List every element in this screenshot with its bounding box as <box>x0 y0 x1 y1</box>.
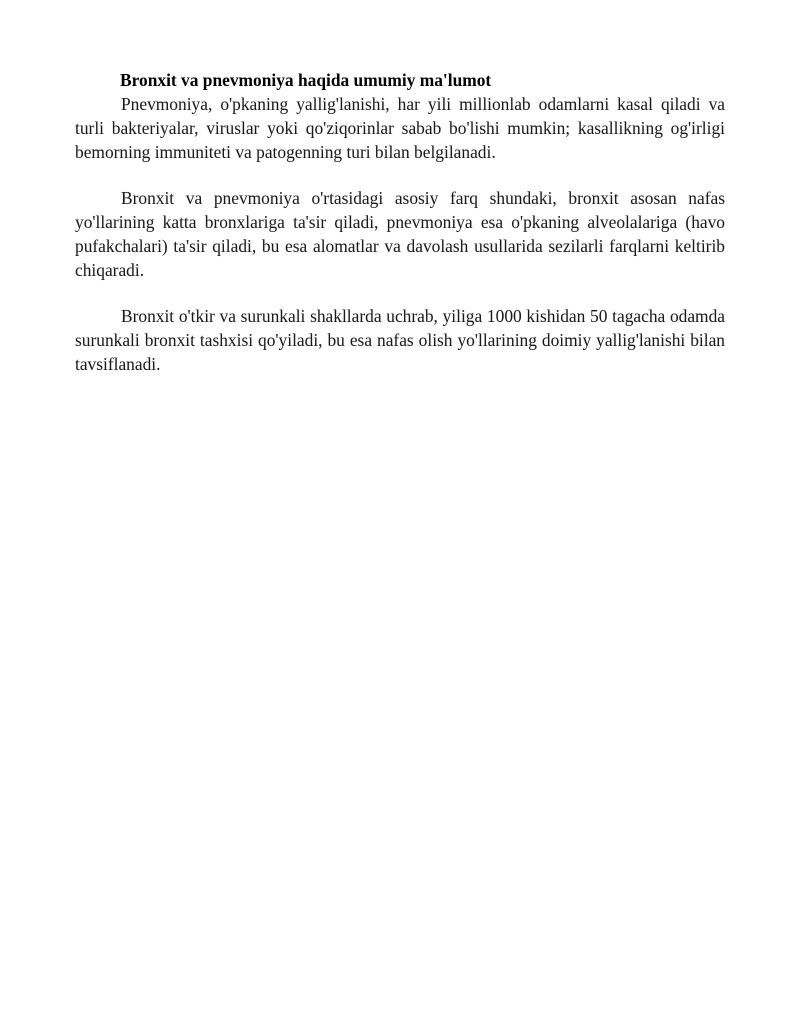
paragraph-bronchitis: Bronxit o'tkir va surunkali shakllarda uchrab, yiliga 1000 kishidan 50 tagacha odamda surunkali bronxit tashxisi qo'yiladi, bu esa nafas olish yo'llarining doimiy yallig'lanishi bilan tavsiflanadi. <box>75 306 725 374</box>
document-title: Bronxit va pnevmoniya haqida umumiy ma'lumot <box>120 70 492 90</box>
paragraph-pneumonia: Pnevmoniya, o'pkaning yallig'lanishi, har yili millionlab odamlarni kasal qiladi va turli bakteriyalar, viruslar yoki qo'ziqorinlar sabab bo'lishi mumkin; kasallikning og'irligi bemorning immuniteti va patogenning turi bilan belgilanadi. <box>75 94 725 162</box>
paragraph-difference: Bronxit va pnevmoniya o'rtasidagi asosiy farq shundaki, bronxit asosan nafas yo'llarining katta bronxlariga ta'sir qiladi, pnevmoniya esa o'pkaning alveolalariga (havo pufakchalari) ta'sir qiladi, bu esa alomatlar va davolash usullarida sezilarli farqlarni keltirib chiqaradi. <box>75 188 725 280</box>
document-body <box>75 68 725 398</box>
